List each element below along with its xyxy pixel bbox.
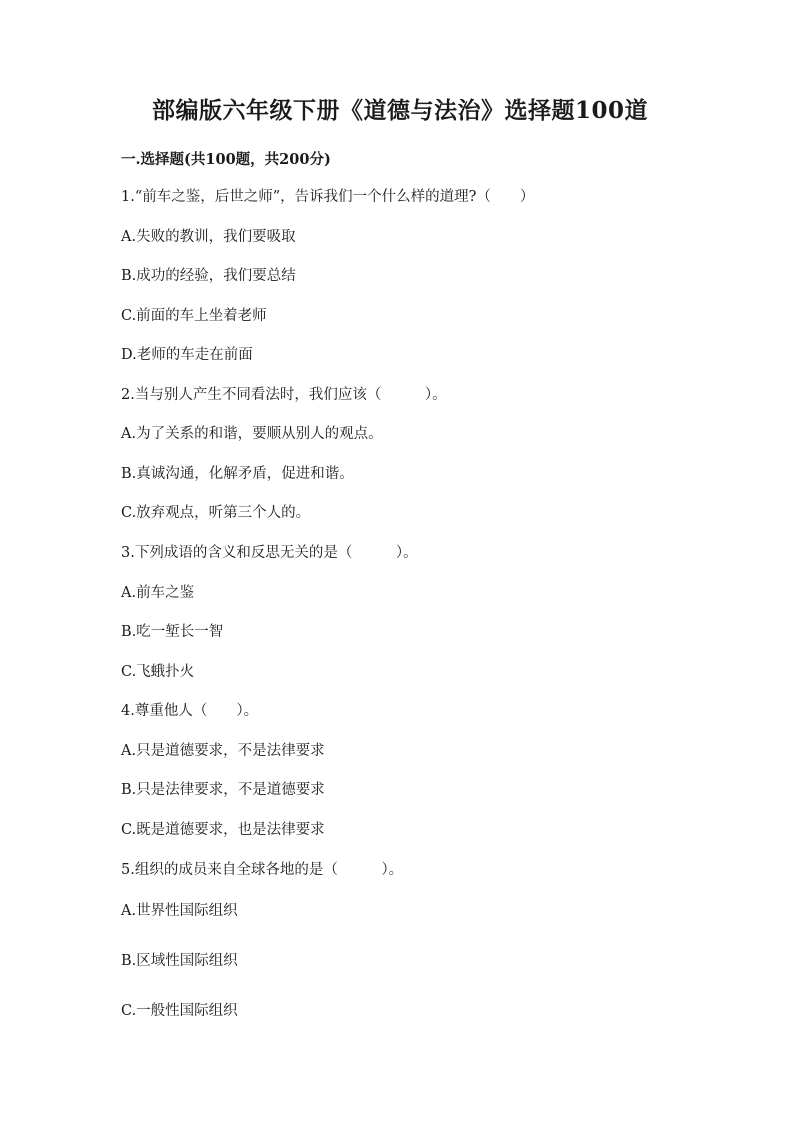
question-5-option-a: A.世界性国际组织 xyxy=(121,903,238,919)
section-heading: 一.选择题(共100题，共200分) xyxy=(121,151,331,168)
question-5-option-b: B.区域性国际组织 xyxy=(121,953,238,969)
question-3-option-a: A.前车之鉴 xyxy=(121,585,195,601)
document-title: 部编版六年级下册《道德与法治》选择题100道 xyxy=(151,97,648,124)
question-5-stem: 5.组织的成员来自全球各地的是（ ）。 xyxy=(121,862,404,878)
question-5-option-c: C.一般性国际组织 xyxy=(121,1003,238,1019)
question-4-stem: 4.尊重他人（ ）。 xyxy=(121,703,259,719)
question-4-option-a: A.只是道德要求，不是法律要求 xyxy=(121,743,325,759)
question-4-option-c: C.既是道德要求，也是法律要求 xyxy=(121,822,325,838)
question-2-option-c: C.放弃观点，听第三个人的。 xyxy=(121,505,311,521)
question-1-option-b: B.成功的经验，我们要总结 xyxy=(121,268,296,284)
question-3-option-b: B.吃一堑长一智 xyxy=(121,624,224,640)
question-3-option-c: C.飞蛾扑火 xyxy=(121,664,195,680)
question-2-option-b: B.真诚沟通，化解矛盾，促进和谐。 xyxy=(121,466,354,482)
question-2-stem: 2.当与别人产生不同看法时，我们应该（ ）。 xyxy=(121,387,447,403)
question-1-stem: 1.“前车之鉴，后世之师”，告诉我们一个什么样的道理?（ ） xyxy=(121,189,535,205)
question-4-option-b: B.只是法律要求，不是道德要求 xyxy=(121,782,325,798)
question-1-option-d: D.老师的车走在前面 xyxy=(121,347,253,363)
question-1-option-a: A.失败的教训，我们要吸取 xyxy=(121,229,296,245)
question-1-option-c: C.前面的车上坐着老师 xyxy=(121,308,267,324)
question-2-option-a: A.为了关系的和谐，要顺从别人的观点。 xyxy=(121,426,383,442)
question-3-stem: 3.下列成语的含义和反思无关的是（ ）。 xyxy=(121,545,418,561)
